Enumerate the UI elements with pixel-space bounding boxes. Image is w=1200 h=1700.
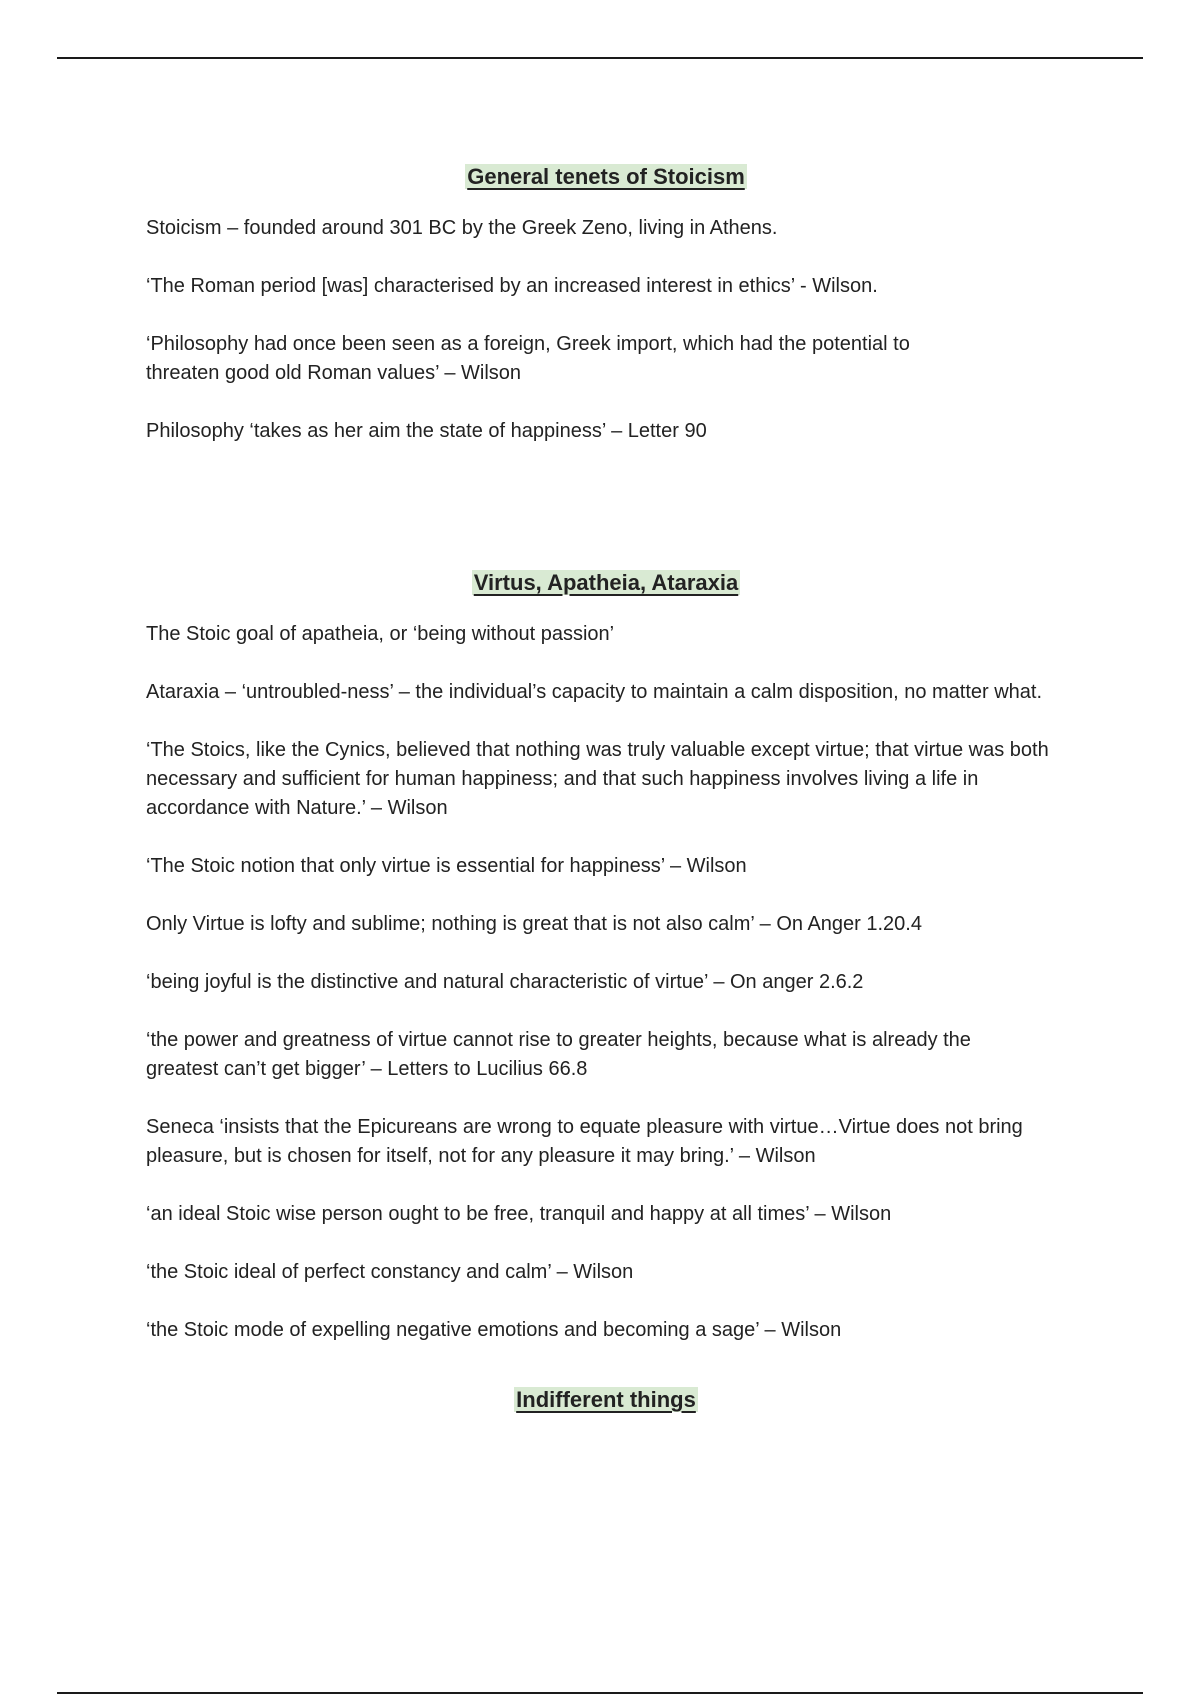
paragraph: ‘The Roman period [was] characterised by an increased interest in ethics’ - Wilson. [146, 275, 878, 297]
paragraph: ‘The Stoic notion that only virtue is essential for happiness’ – Wilson [146, 855, 747, 877]
section-heading-general-tenets: General tenets of Stoicism [467, 164, 745, 189]
document-body [146, 162, 1066, 1415]
top-divider [57, 57, 1143, 59]
paragraph: ‘The Stoics, like the Cynics, believed that nothing was truly valuable except virtue; that virtue was both necessary and sufficient for human happiness; and that such happiness involves living a life in accordance with Nature.’ – Wilson [146, 739, 1049, 819]
paragraph: ‘the Stoic ideal of perfect constancy and calm’ – Wilson [146, 1261, 634, 1283]
paragraph: The Stoic goal of apatheia, or ‘being without passion’ [146, 623, 615, 645]
paragraph: Ataraxia – ‘untroubled-ness’ – the individual’s capacity to maintain a calm disposition, no matter what. [146, 681, 1043, 703]
paragraph: Philosophy ‘takes as her aim the state of happiness’ – Letter 90 [146, 420, 707, 442]
paragraph: ‘being joyful is the distinctive and natural characteristic of virtue’ – On anger 2.6.2 [146, 971, 864, 993]
paragraph: Stoicism – founded around 301 BC by the Greek Zeno, living in Athens. [146, 217, 778, 239]
section-heading-indifferent-things: Indifferent things [516, 1387, 696, 1412]
paragraph: ‘Philosophy had once been seen as a foreign, Greek import, which had the potential to threaten good old Roman values’ – Wilson [146, 333, 910, 384]
bottom-divider [57, 1692, 1143, 1694]
paragraph: ‘an ideal Stoic wise person ought to be free, tranquil and happy at all times’ – Wilson [146, 1203, 892, 1225]
paragraph: ‘the power and greatness of virtue cannot rise to greater heights, because what is already the greatest can’t get bigger’ – Letters to Lucilius 66.8 [146, 1029, 971, 1080]
section-heading-virtus: Virtus, Apatheia, Ataraxia [473, 570, 739, 595]
paragraph: Only Virtue is lofty and sublime; nothing is great that is not also calm’ – On Anger 1.20.4 [146, 913, 922, 935]
paragraph: Seneca ‘insists that the Epicureans are wrong to equate pleasure with virtue…Virtue does not bring pleasure, but is chosen for itself, not for any pleasure it may bring.’ – Wilson [146, 1116, 1023, 1167]
paragraph: ‘the Stoic mode of expelling negative emotions and becoming a sage’ – Wilson [146, 1319, 842, 1341]
